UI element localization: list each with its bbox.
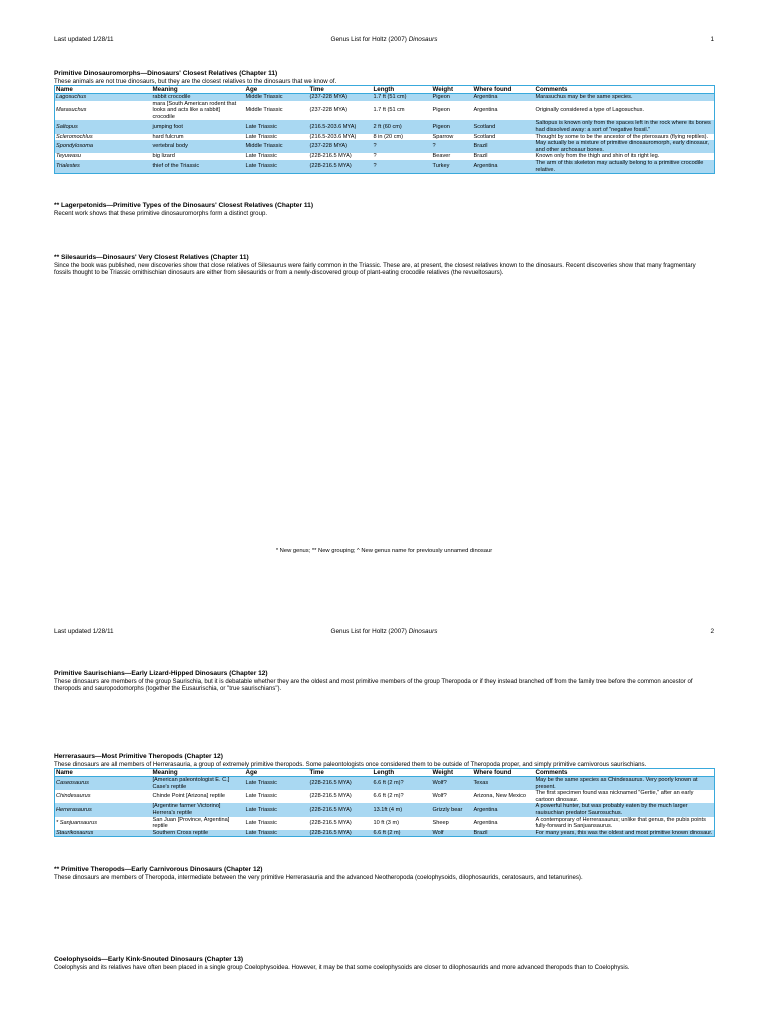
- table-cell: 2 ft (60 cm): [373, 120, 432, 133]
- table-cell: (228-216.5 MYA): [309, 817, 373, 830]
- genus-name-cell: * Sanjuansaurus: [55, 817, 152, 830]
- section-description: Since the book was published, new discoveries show that close relatives of Silesaurus were fairly common in the Triassic. These are, at present, the closest relatives known to the dinosaurs. Recent discoveries show that many fragmentary fossils thought to be Triassic ornithischian dinosaurs are either from silesaurids or from a newly-discovered group of plant-eating crocodile relatives (the revueltosaurs).: [54, 262, 696, 276]
- table-cell: May actually be a mixture of primitive dinosauromorph, early dinosaur, and other archosaur bones.: [535, 140, 715, 153]
- table-cell: For many years, this was the oldest and most primitive known dinosaur.: [535, 830, 715, 837]
- table-row: [55, 153, 715, 160]
- table-cell: Middle Triassic: [245, 140, 309, 153]
- table-cell: ?: [373, 153, 432, 160]
- section-title: ** Lagerpetonids—Primitive Types of the Dinosaurs' Closest Relatives (Chapter 11): [54, 202, 314, 209]
- table-cell: Late Triassic: [245, 790, 309, 803]
- table-cell: Wolf?: [432, 790, 473, 803]
- table-cell: Middle Triassic: [245, 94, 309, 101]
- table-cell: (228-216.5 MYA): [309, 830, 373, 837]
- table-cell: (228-216.5 MYA): [309, 160, 373, 174]
- col-header: Name: [55, 769, 152, 777]
- footnote: * New genus; ** New grouping; ^ New genus name for previously unnamed dinosaur: [275, 548, 493, 554]
- col-header: Age: [245, 769, 309, 777]
- table-cell: Brazil: [473, 153, 535, 160]
- section-title: ** Primitive Theropods—Early Carnivorous Dinosaurs (Chapter 12): [54, 866, 263, 873]
- table-cell: 6.6 ft (2 m)?: [373, 777, 432, 791]
- genus-name-cell: Scleromochlus: [55, 134, 152, 141]
- table-cell: Scotland: [473, 134, 535, 141]
- section-title: Herrerasaurs—Most Primitive Theropods (Chapter 12): [54, 753, 223, 760]
- section-title: Primitive Dinosauromorphs—Dinosaurs' Closest Relatives (Chapter 11): [54, 70, 278, 77]
- section-description: These animals are not true dinosaurs, but they are the closest relatives to the dinosaurs that we know of.: [54, 78, 337, 85]
- genus-name-cell: Lagosuchus: [55, 94, 152, 101]
- table-cell: 10 ft (3 m): [373, 817, 432, 830]
- genus-name-cell: Trialestes: [55, 160, 152, 174]
- genus-table: [54, 85, 715, 174]
- table-cell: Originally considered a type of Lagosuchus.: [535, 101, 715, 121]
- table-cell: ?: [373, 160, 432, 174]
- table-cell: ?: [373, 140, 432, 153]
- col-header: Age: [245, 86, 309, 94]
- table-cell: A contemporary of Herrerasaurus; unlike that genus, the pubis points fully-forward in Sanjuansaurus.: [535, 817, 715, 830]
- table-cell: A powerful hunter, but was probably eaten by the much larger rauisuchian predator Saurosuchus.: [535, 803, 715, 816]
- genus-name-cell: Staurikosaurus: [55, 830, 152, 837]
- page-number: 2: [710, 628, 714, 635]
- genus-name-cell: Marasuchus: [55, 101, 152, 121]
- table-cell: (228-216.5 MYA): [309, 803, 373, 816]
- genus-name-cell: Saltopus: [55, 120, 152, 133]
- section-primitive-theropods: [54, 866, 714, 881]
- table-cell: hard fulcrum: [152, 134, 245, 141]
- genus-name-cell: Teyuwasu: [55, 153, 152, 160]
- table-cell: Texas: [473, 777, 535, 791]
- last-updated: Last updated 1/28/11: [54, 628, 114, 635]
- table-cell: Arizona, New Mexico: [473, 790, 535, 803]
- genus-name-cell: Chindesaurus: [55, 790, 152, 803]
- table-cell: Pigeon: [432, 120, 473, 133]
- col-header: Where found: [473, 86, 535, 94]
- table-cell: [American paleontologist E. C.] Case's reptile: [152, 777, 245, 791]
- table-cell: Thought by some to be the ancestor of the pterosaurs (flying reptiles).: [535, 134, 715, 141]
- table-cell: jumping foot: [152, 120, 245, 133]
- table-cell: Late Triassic: [245, 134, 309, 141]
- table-row: [55, 140, 715, 153]
- table-cell: Late Triassic: [245, 817, 309, 830]
- table-cell: (228-216.5 MYA): [309, 790, 373, 803]
- table-row: [55, 777, 715, 791]
- table-cell: Sheep: [432, 817, 473, 830]
- col-header: Time: [309, 769, 373, 777]
- table-cell: Argentina: [473, 160, 535, 174]
- table-row: [55, 134, 715, 141]
- table-row: [55, 101, 715, 121]
- table-cell: Argentina: [473, 803, 535, 816]
- table-cell: thief of the Triassic: [152, 160, 245, 174]
- table-cell: Late Triassic: [245, 803, 309, 816]
- section-title: Coelophysoids—Early Kink-Snouted Dinosaurs (Chapter 13): [54, 956, 244, 963]
- table-row: [55, 94, 715, 101]
- table-cell: Southern Cross reptile: [152, 830, 245, 837]
- col-header: Meaning: [152, 769, 245, 777]
- page-header: [0, 628, 768, 638]
- table-cell: Turkey: [432, 160, 473, 174]
- table-row: [55, 160, 715, 174]
- col-header: Weight: [432, 86, 473, 94]
- section-coelophysoids: [54, 956, 714, 971]
- document-title: Genus List for Holtz (2007) Dinosaurs: [330, 628, 438, 635]
- table-cell: Chinde Point [Arizona] reptile: [152, 790, 245, 803]
- table-cell: (228-216.5 MYA): [309, 777, 373, 791]
- last-updated: Last updated 1/28/11: [54, 36, 114, 43]
- table-header-row: [55, 86, 715, 94]
- section-lagerpetonids: [54, 202, 714, 217]
- section-description: These dinosaurs are members of Theropoda, intermediate between the very primitive Herrerasauria and the advanced Neotheropoda (coelophysoids, dilophosaurids, ceratosaurs, and tetanurines).: [54, 874, 583, 881]
- table-cell: Wolf?: [432, 777, 473, 791]
- table-cell: (216.5-203.6 MYA): [309, 134, 373, 141]
- table-cell: [Argentine farmer Victorino] Herrera's reptile: [152, 803, 245, 816]
- table-cell: mara [South American rodent that looks and acts like a rabbit] crocodile: [152, 101, 245, 121]
- table-cell: Argentina: [473, 101, 535, 121]
- table-cell: Known only from the thigh and shin of its right leg.: [535, 153, 715, 160]
- section-description: Coelophysis and its relatives have often been placed in a single group Coelophysoidea. However, it may be that some coelophysoids are closer to dilophosaurids and more advanced theropods than to Coelophysis.: [54, 964, 630, 971]
- table-cell: (216.5-203.6 MYA): [309, 120, 373, 133]
- section-title: ** Silesaurids—Dinosaurs' Very Closest Relatives (Chapter 11): [54, 254, 249, 261]
- table-cell: Pigeon: [432, 94, 473, 101]
- table-cell: big lizard: [152, 153, 245, 160]
- table-cell: (228-216.5 MYA): [309, 153, 373, 160]
- table-header-row: [55, 769, 715, 777]
- table-row: [55, 830, 715, 837]
- section-primitive-saurischians: [54, 670, 714, 692]
- col-header: Comments: [535, 769, 715, 777]
- table-cell: (237-228 MYA): [309, 94, 373, 101]
- section-description: These dinosaurs are members of the group Saurischia, but it is debatable whether they are the oldest and most primitive members of the group Theropoda or if they instead branched off from the family tree before the common ancestor of theropods and sauropodomorphs (together the Eusaurischia, or "true saurischians").: [54, 678, 693, 692]
- table-cell: 1.7 ft (51 cm): [373, 94, 432, 101]
- table-row: [55, 817, 715, 830]
- table-cell: 6.6 ft (2 m)?: [373, 790, 432, 803]
- table-cell: San Juan [Province, Argentina] reptile: [152, 817, 245, 830]
- table-cell: 8 in (20 cm): [373, 134, 432, 141]
- table-cell: ?: [432, 140, 473, 153]
- table-cell: Beaver: [432, 153, 473, 160]
- section-primitive-dinosauromorphs: [54, 70, 714, 174]
- table-cell: Saltopus is known only from the spaces left in the rock where its bones had dissolved away: a sort of "negative fossil.": [535, 120, 715, 133]
- genus-name-cell: Spondylosoma: [55, 140, 152, 153]
- table-cell: Late Triassic: [245, 120, 309, 133]
- col-header: Weight: [432, 769, 473, 777]
- col-header: Length: [373, 769, 432, 777]
- table-cell: Sparrow: [432, 134, 473, 141]
- table-cell: Wolf: [432, 830, 473, 837]
- table-cell: Brazil: [473, 830, 535, 837]
- table-cell: 1.7 ft (51 cm: [373, 101, 432, 121]
- section-herrerasaurs: [54, 753, 714, 837]
- col-header: Meaning: [152, 86, 245, 94]
- section-title: Primitive Saurischians—Early Lizard-Hipped Dinosaurs (Chapter 12): [54, 670, 268, 677]
- table-cell: Scotland: [473, 120, 535, 133]
- page-header: [0, 36, 768, 46]
- table-cell: rabbit crocodile: [152, 94, 245, 101]
- section-description: These dinosaurs are all members of Herrerasauria, a group of extremely primitive theropods. Some paleontologists once considered them to be outside of Theropoda proper, and simply primitive carnivorous saurischians.: [54, 761, 647, 768]
- table-cell: Grizzly bear: [432, 803, 473, 816]
- table-cell: Argentina: [473, 817, 535, 830]
- col-header: Name: [55, 86, 152, 94]
- table-cell: May be the same species as Chindesaurus. Very poorly known at present.: [535, 777, 715, 791]
- table-cell: Late Triassic: [245, 153, 309, 160]
- table-cell: (237-228 MYA): [309, 140, 373, 153]
- table-row: [55, 803, 715, 816]
- table-cell: Middle Triassic: [245, 101, 309, 121]
- table-cell: Late Triassic: [245, 160, 309, 174]
- document-title: Genus List for Holtz (2007) Dinosaurs: [330, 36, 438, 43]
- table-cell: (237-228 MYA): [309, 101, 373, 121]
- table-cell: vertebral body: [152, 140, 245, 153]
- col-header: Comments: [535, 86, 715, 94]
- col-header: Length: [373, 86, 432, 94]
- page-number: 1: [710, 36, 714, 43]
- table-cell: Brazil: [473, 140, 535, 153]
- section-silesaurids: [54, 254, 714, 276]
- table-cell: The first specimen found was nicknamed "Gertie," after an early cartoon dinosaur.: [535, 790, 715, 803]
- table-cell: 6.6 ft (2 m): [373, 830, 432, 837]
- table-cell: Marasuchus may be the same species.: [535, 94, 715, 101]
- section-description: Recent work shows that these primitive dinosauromorphs form a distinct group.: [54, 210, 268, 217]
- table-cell: Pigeon: [432, 101, 473, 121]
- table-cell: Late Triassic: [245, 777, 309, 791]
- genus-name-cell: Caseosaurus: [55, 777, 152, 791]
- table-row: [55, 120, 715, 133]
- genus-table: [54, 768, 715, 837]
- col-header: Time: [309, 86, 373, 94]
- table-cell: Late Triassic: [245, 830, 309, 837]
- col-header: Where found: [473, 769, 535, 777]
- genus-name-cell: Herrerasaurus: [55, 803, 152, 816]
- table-cell: The arm of this skeleton may actually belong to a primitive crocodile relative.: [535, 160, 715, 174]
- table-cell: 13.1ft (4 m): [373, 803, 432, 816]
- table-cell: Argentina: [473, 94, 535, 101]
- table-row: [55, 790, 715, 803]
